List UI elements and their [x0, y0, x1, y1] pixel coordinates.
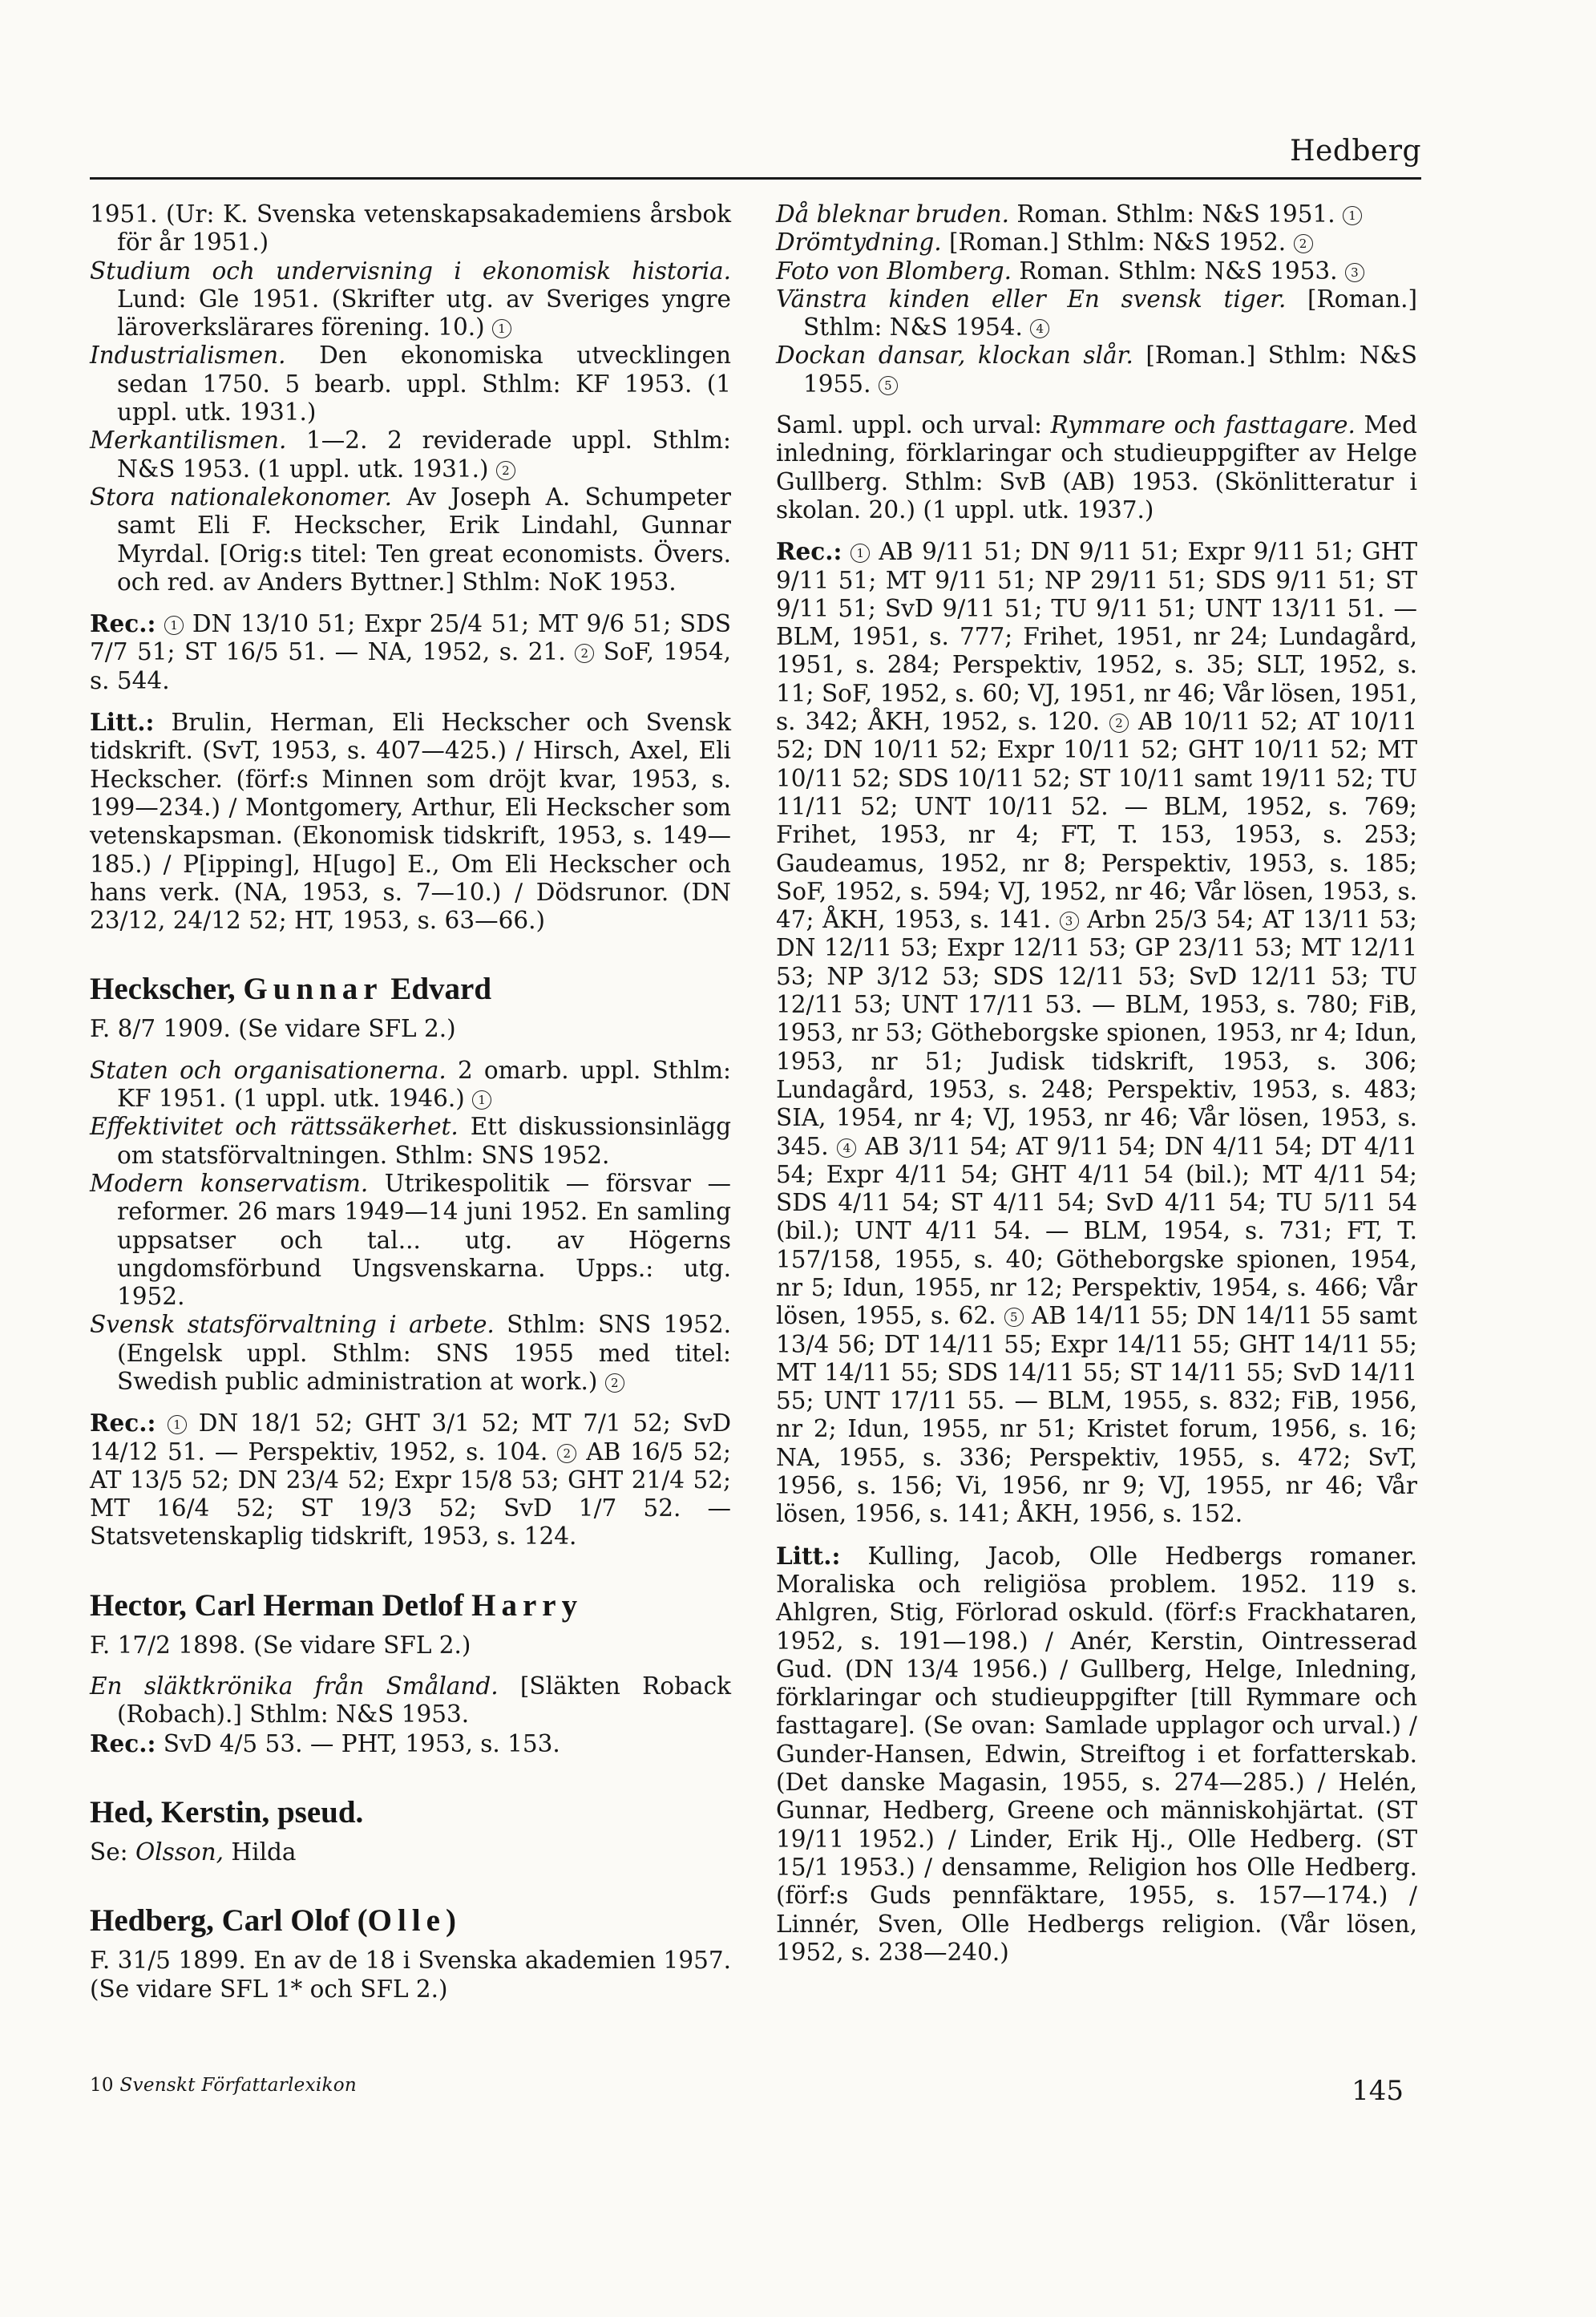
circled-number: 5	[1004, 1308, 1024, 1327]
circled-number: 2	[496, 461, 515, 480]
bibliography-entry: Effektivitet och rättssäkerhet. Ett diskussionsinlägg om statsförvaltningen. Sthlm: SNS 1952.	[90, 1113, 731, 1169]
bibliography-entry: Merkantilismen. 1—2. 2 reviderade uppl. Sthlm: N&S 1953. (1 uppl. utk. 1931.) 2	[90, 427, 731, 483]
bibliography-entry: Foto von Blomberg. Roman. Sthlm: N&S 1953. 3	[776, 257, 1417, 285]
circled-number: 1	[851, 544, 870, 563]
author-heading-heckscher: Heckscher, Gunnar Edvard	[90, 972, 492, 1007]
left-column	[90, 200, 731, 2004]
bibliography-entry: Vänstra kinden eller En svensk tiger. [Roman.] Sthlm: N&S 1954. 4	[776, 285, 1417, 342]
circled-number: 3	[1345, 263, 1364, 282]
bibliography-entry: Då bleknar bruden. Roman. Sthlm: N&S 1951. 1	[776, 200, 1417, 228]
circled-number: 4	[1030, 319, 1049, 338]
entry-text: 1951. (Ur: K. Svenska vetenskapsakademiens årsbok för år 1951.)	[90, 200, 731, 257]
bibliography-entry: Svensk statsförvaltning i arbete. Sthlm: SNS 1952. (Engelsk uppl. Sthlm: SNS 1955 med titel: Swedish public administration at work.) 2	[90, 1311, 731, 1395]
author-heading-hedberg: Hedberg, Carl Olof (Olle)	[90, 1903, 456, 1939]
circled-number: 2	[557, 1444, 576, 1463]
circled-number: 1	[168, 1415, 187, 1434]
circled-number: 2	[1294, 234, 1313, 253]
author-heading-hector: Hector, Carl Herman Detlof Harry	[90, 1587, 584, 1623]
reviews-paragraph: Rec.: 1 DN 13/10 51; Expr 25/4 51; MT 9/6 51; SDS 7/7 51; ST 16/5 51. — NA, 1952, s. 21. 2 SoF, 1954, s. 544.	[90, 609, 731, 694]
bibliography-entry: Industrialismen. Den ekonomiska utvecklingen sedan 1750. 5 bearb. uppl. Sthlm: KF 1953. (1 uppl. utk. 1931.)	[90, 342, 731, 427]
collected-editions: Saml. uppl. och urval: Rymmare och fasttagare. Med inledning, förklaringar och studieuppgifter av Helge Gullberg. Sthlm: SvB (AB) 1953. (Skönlitteratur i skolan. 20.) (1 uppl. utk. 1937.)	[776, 411, 1417, 524]
author-bio: F. 31/5 1899. En av de 18 i Svenska akademien 1957. (Se vidare SFL 1* och SFL 2.)	[90, 1947, 731, 2003]
bibliography-entry: En släktkrönika från Småland. [Släkten Roback (Robach).] Sthlm: N&S 1953.	[90, 1672, 731, 1729]
footer-signature: 10 Svenskt Författarlexikon	[90, 2075, 358, 2096]
bibliography-entry: Dockan dansar, klockan slår. [Roman.] Sthlm: N&S 1955. 5	[776, 342, 1418, 398]
running-head: Hedberg	[1290, 135, 1421, 168]
literature-paragraph: Litt.: Kulling, Jacob, Olle Hedbergs romaner. Moraliska och religiösa problem. 1952. 119 s. Ahlgren, Stig, Förlorad oskuld. (förf:s Frackhataren, 1952, s. 191—198.) / Anér, Kerstin, Ointresserad Gud. (DN 13/4 1956.) / Gullberg, Helge, Inledning, förklaringar och studieuppgifter [till Rymmare och fasttagare]. (Se ovan: Samlade upplagor och urval.) / Gunder-Hansen, Edwin, Streiftog i et forfatterskab. (Det danske Magasin, 1955, s. 274—285.) / Helén, Gunnar, Hedberg, Greene och människohjärtat. (ST 19/11 1952.) / Linder, Erik Hj., Olle Hedberg. (ST 15/1 1953.) / densamme, Religion hos Olle Hedberg. (förf:s Guds pennfäktare, 1955, s. 157—174.) / Linnér, Sven, Olle Hedbergs religion. (Vår lösen, 1952, s. 238—240.)	[776, 1541, 1417, 1966]
circled-number: 2	[575, 644, 594, 663]
author-heading-hed: Hed, Kerstin, pseud.	[90, 1794, 364, 1830]
literature-paragraph: Litt.: Brulin, Herman, Eli Heckscher och Svensk tidskrift. (SvT, 1953, s. 407—425.) / Hirsch, Axel, Eli Heckscher. (förf:s Minnen som dröjt kvar, 1953, s. 199—234.) / Montgomery, Arthur, Eli Heckscher som vetenskapsman. (Ekonomisk tidskrift, 1953, s. 149—185.) / P[ipping], H[ugo] E., Om Eli Heckscher och hans verk. (NA, 1953, s. 7—10.) / Dödsrunor. (DN 23/12, 24/12 52; HT, 1953, s. 63—66.)	[90, 708, 731, 935]
bibliography-entry: Staten och organisationerna. 2 omarb. uppl. Sthlm: KF 1951. (1 uppl. utk. 1946.) 1	[90, 1056, 731, 1113]
reviews-paragraph: Rec.: 1 AB 9/11 51; DN 9/11 51; Expr 9/11 51; GHT 9/11 51; MT 9/11 51; NP 29/11 51; SDS 9/11 51; ST 9/11 51; SvD 9/11 51; TU 9/11 51; UNT 13/11 51. — BLM, 1951, s. 777; Frihet, 1951, nr 24; Lundagård, 1951, s. 284; Perspektiv, 1952, s. 35; SLT, 1952, s. 11; SoF, 1952, s. 60; VJ, 1951, nr 46; Vår lösen, 1951, s. 342; ÅKH, 1952, s. 120. 2 AB 10/11 52; AT 10/11 52; DN 10/11 52; Expr 10/11 52; GHT 10/11 52; MT 10/11 52; SDS 10/11 52; ST 10/11 samt 19/11 52; TU 11/11 52; UNT 10/11 52. — BLM, 1952, s. 769; Frihet, 1953, nr 4; FT, T. 153, 1953, s. 253; Gaudeamus, 1952, nr 8; Perspektiv, 1953, s. 185; SoF, 1952, s. 594; VJ, 1952, nr 46; Vår lösen, 1953, s. 47; ÅKH, 1953, s. 141. 3 Arbn 25/3 54; AT 13/11 53; DN 12/11 53; Expr 12/11 53; GP 23/11 53; MT 12/11 53; NP 3/12 53; SDS 12/11 53; SvD 12/11 53; TU 12/11 53; UNT 17/11 53. — BLM, 1953, s. 780; FiB, 1953, nr 53; Götheborgske spionen, 1953, nr 4; Idun, 1953, nr 51; Judisk tidskrift, 1953, s. 306; Lundagård, 1953, s. 248; Perspektiv, 1953, s. 483; SIA, 1954, nr 4; VJ, 1953, nr 46; Vår lösen, 1953, s. 345. 4 AB 3/11 54; AT 9/11 54; DN 4/11 54; DT 4/11 54; Expr 4/11 54; GHT 4/11 54 (bil.); MT 4/11 54; SDS 4/11 54; ST 4/11 54; SvD 4/11 54; TU 5/11 54 (bil.); UNT 4/11 54. — BLM, 1954, s. 731; FT, T. 157/158, 1955, s. 40; Götheborgske spionen, 1954, nr 5; Idun, 1955, nr 12; Perspektiv, 1954, s. 466; Vår lösen, 1955, s. 62. 5 AB 14/11 55; DN 14/11 55 samt 13/4 56; DT 14/11 55; Expr 14/11 55; GHT 14/11 55; MT 14/11 55; SDS 14/11 55; ST 14/11 55; SvD 14/11 55; UNT 17/11 55. — BLM, 1955, s. 832; FiB, 1956, nr 2; Idun, 1955, nr 51; Kristet forum, 1956, s. 16; NA, 1955, s. 336; Perspektiv, 1955, s. 472; SvT, 1956, s. 156; Vi, 1956, nr 9; VJ, 1955, nr 46; Vår lösen, 1956, s. 141; ÅKH, 1956, s. 152.	[776, 537, 1418, 1528]
circled-number: 1	[472, 1090, 491, 1110]
header-rule	[90, 177, 1421, 180]
author-bio: F. 8/7 1909. (Se vidare SFL 2.)	[90, 1015, 456, 1043]
page-number: 145	[1352, 2075, 1404, 2107]
see-reference: Se: Olsson, Hilda	[90, 1838, 297, 1866]
circled-number: 1	[164, 616, 184, 635]
circled-number: 2	[1109, 714, 1129, 733]
circled-number: 1	[492, 319, 511, 338]
bibliography-entry: Studium och undervisning i ekonomisk historia. Lund: Gle 1951. (Skrifter utg. av Sveriges yngre läroverkslärares förening. 10.) 1	[90, 257, 731, 342]
bibliography-entry: Modern konservatism. Utrikespolitik — försvar — reformer. 26 mars 1949—14 juni 1952. En samling uppsatser och tal... utg. av Högerns ungdomsförbund Ungsvenskarna. Upps.: utg. 1952.	[90, 1169, 731, 1311]
reviews-paragraph: Rec.: 1 DN 18/1 52; GHT 3/1 52; MT 7/1 52; SvD 14/12 51. — Perspektiv, 1952, s. 104. 2 AB 16/5 52; AT 13/5 52; DN 23/4 52; Expr 15/8 53; GHT 21/4 52; MT 16/4 52; ST 19/3 52; SvD 1/7 52. — Statsvetenskaplig tidskrift, 1953, s. 124.	[90, 1409, 731, 1551]
circled-number: 3	[1060, 912, 1079, 931]
circled-number: 1	[1343, 206, 1362, 225]
right-column	[776, 200, 1417, 1967]
reviews-paragraph: Rec.: SvD 4/5 53. — PHT, 1953, s. 153.	[90, 1729, 560, 1757]
author-bio: F. 17/2 1898. (Se vidare SFL 2.)	[90, 1631, 471, 1659]
bibliography-entry: Drömtydning. [Roman.] Sthlm: N&S 1952. 2	[776, 228, 1417, 257]
bibliography-entry: Stora nationalekonomer. Av Joseph A. Schumpeter samt Eli F. Heckscher, Erik Lindahl, Gunnar Myrdal. [Orig:s titel: Ten great economists. Övers. och red. av Anders Byttner.] Sthlm: NoK 1953.	[90, 483, 731, 596]
circled-number: 4	[837, 1138, 856, 1158]
circled-number: 5	[879, 376, 898, 395]
circled-number: 2	[605, 1373, 624, 1393]
